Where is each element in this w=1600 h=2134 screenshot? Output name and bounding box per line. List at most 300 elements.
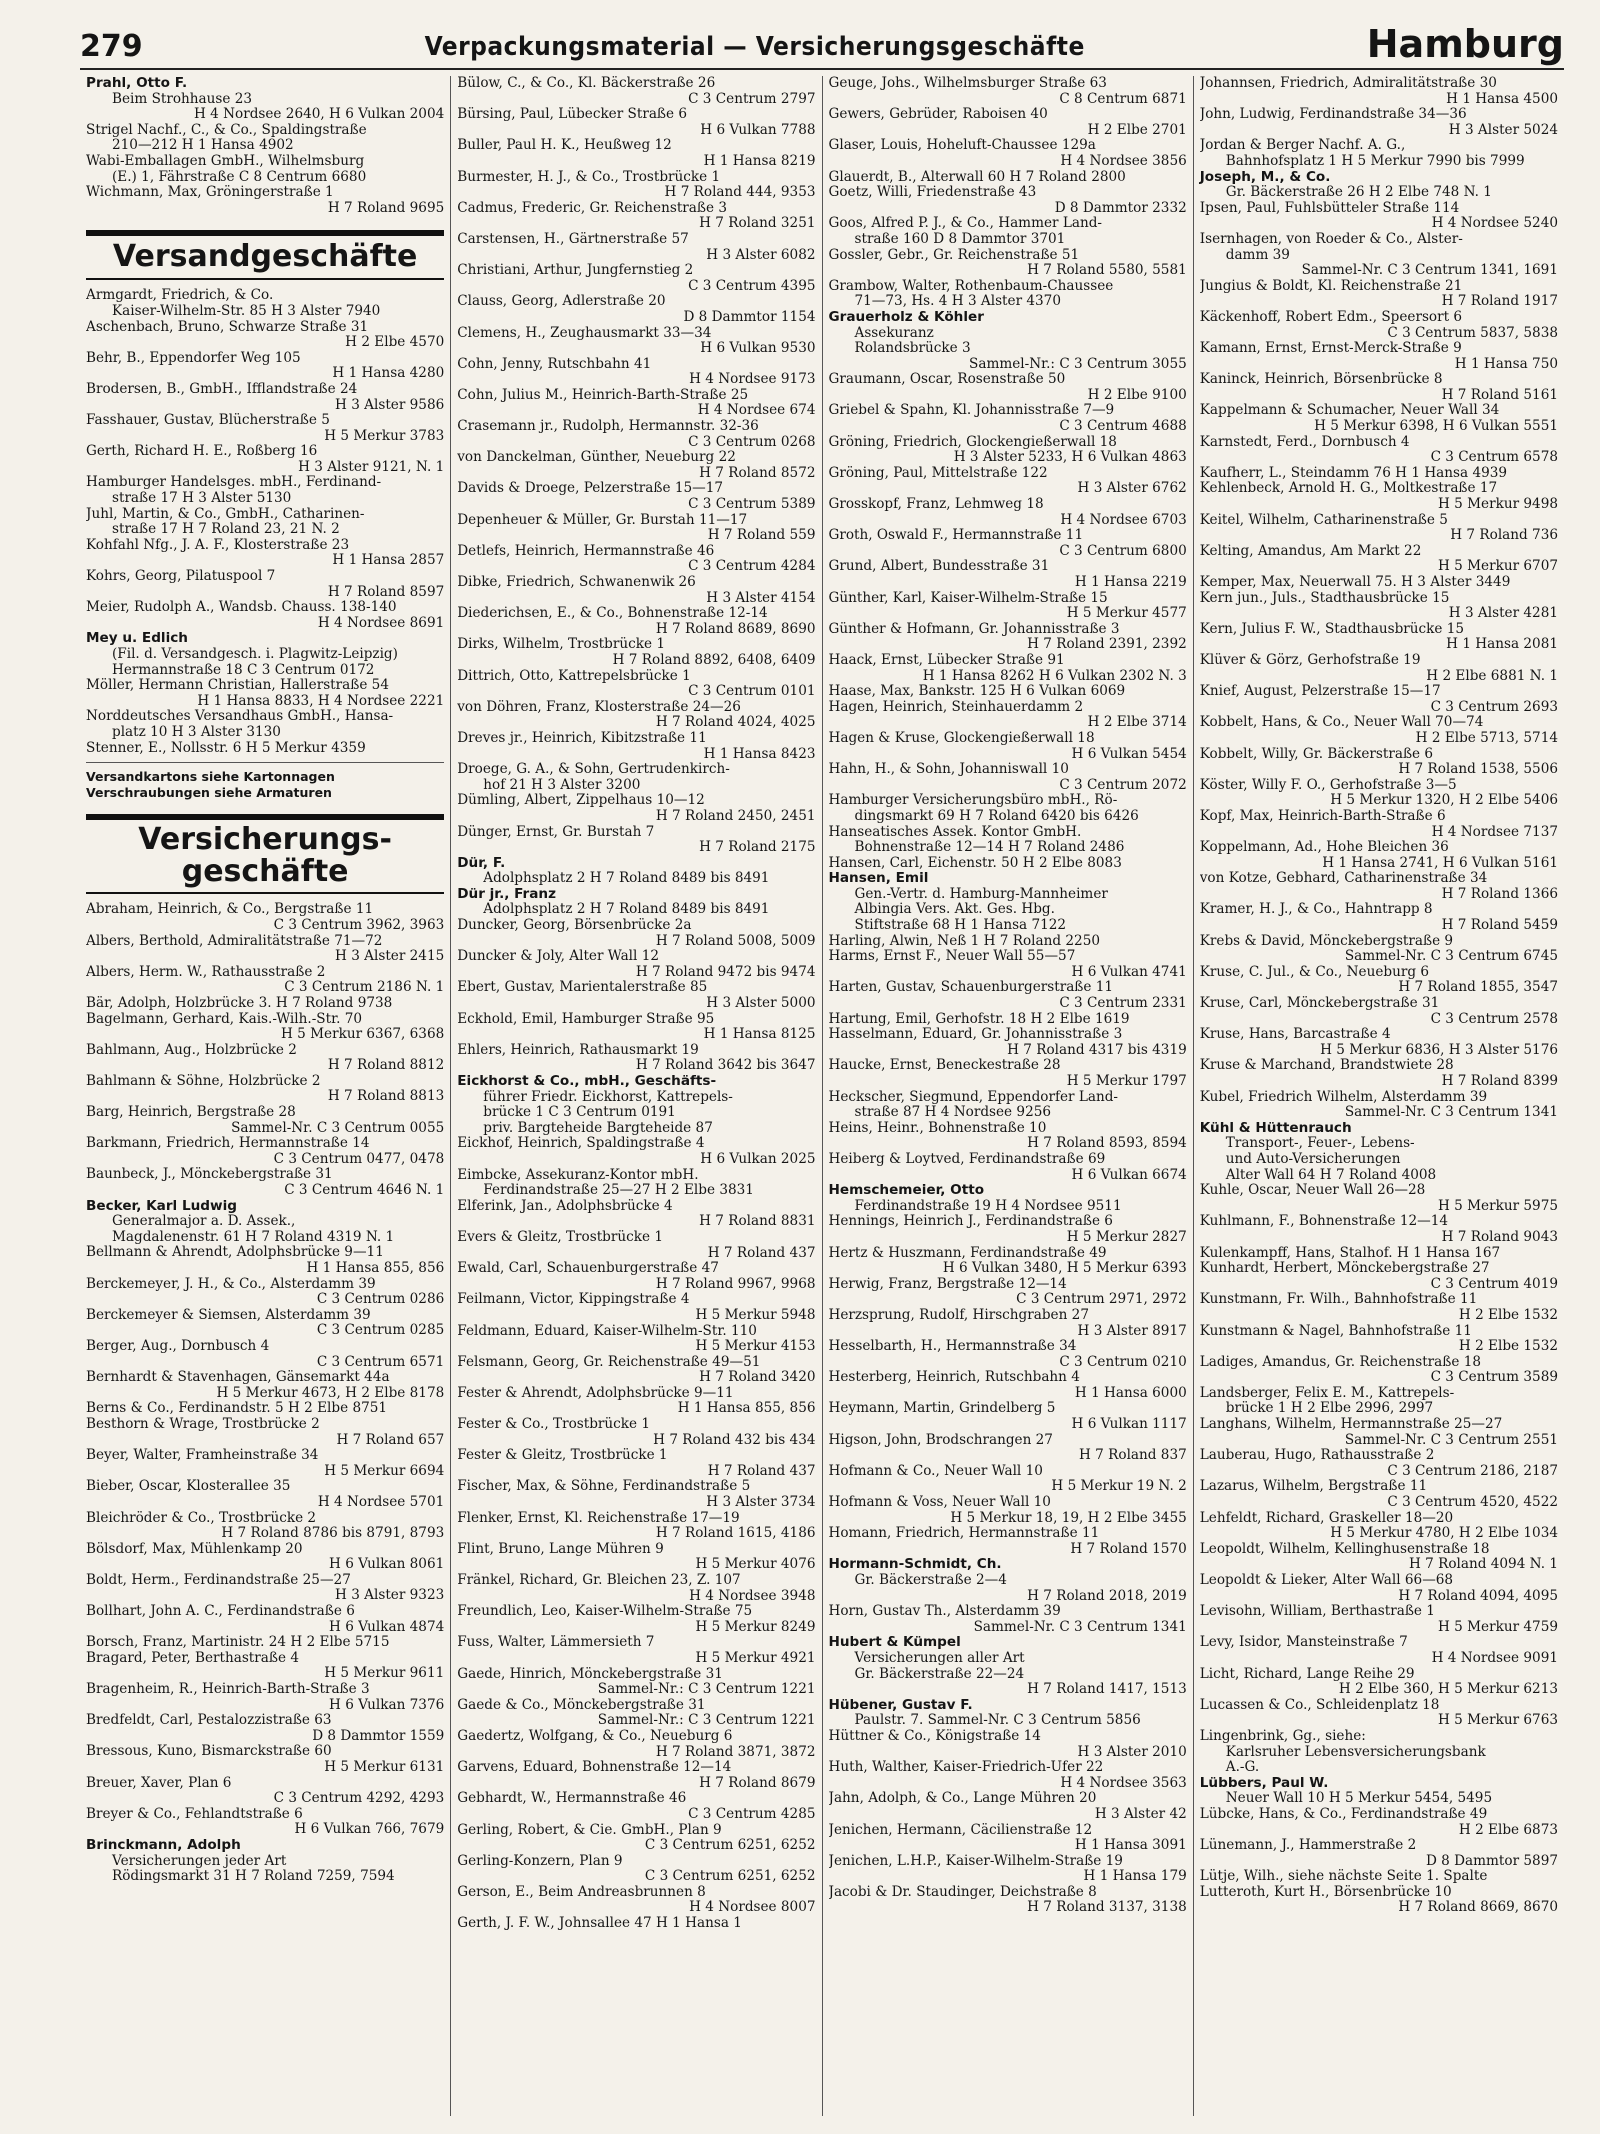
entry-line: Cohn, Julius M., Heinrich-Barth-Straße 25	[457, 387, 749, 403]
phone-line: H 7 Roland 8669, 8670	[1398, 1900, 1558, 1916]
phone-line: Sammel-Nr.: C 3 Centrum 3055	[969, 356, 1187, 372]
entry-line: Gr. Bäckerstraße 2—4	[854, 1573, 1007, 1588]
entry-line: Kelting, Amandus, Am Markt 22	[1199, 543, 1422, 559]
entry-line: Breuer, Xaver, Plan 6	[86, 1775, 232, 1791]
entry-line: Herwig, Franz, Bergstraße 12—14	[828, 1276, 1067, 1292]
phone-line: H 4 Nordsee 9173	[689, 372, 816, 388]
phone-line: H 7 Roland 3871, 3872	[655, 1744, 816, 1760]
entry-line: Brodersen, B., GmbH., Ifflandstraße 24	[86, 381, 358, 397]
entry-line: Knief, August, Pelzerstraße 15—17	[1199, 684, 1441, 700]
entry-line: Dünger, Ernst, Gr. Burstah 7	[457, 824, 655, 840]
entry-line: Bär, Adolph, Holzbrücke 3. H 7 Roland 9738	[86, 995, 393, 1011]
phone-line: H 1 Hansa 8423	[703, 746, 816, 762]
entry-line: Gr. Bäckerstraße 26 H 2 Elbe 748 N. 1	[1225, 185, 1492, 201]
entry-line: Flenker, Ernst, Kl. Reichenstraße 17—19	[457, 1510, 740, 1526]
entry-line: Feldmann, Eduard, Kaiser-Wilhelm-Str. 110	[457, 1323, 757, 1339]
entry-line: Langhans, Wilhelm, Hermannstraße 25—27	[1199, 1417, 1503, 1433]
entry-line: Herzsprung, Rudolf, Hirschgraben 27	[828, 1307, 1089, 1323]
entry-name-bold: Hemschemeier, Otto	[828, 1182, 985, 1199]
entry-line: Kruse, Hans, Barcastraße 4	[1199, 1027, 1391, 1043]
phone-line: H 6 Vulkan 8061	[329, 1557, 445, 1573]
entry-line: Droege, G. A., & Sohn, Gertrudenkirch-	[457, 762, 730, 778]
phone-line: C 3 Centrum 5837, 5838	[1387, 325, 1558, 341]
entry-name-bold: Dür, F.	[457, 854, 506, 871]
phone-line: H 1 Hansa 4500	[1446, 91, 1558, 107]
entry-line: Assekuranz	[854, 325, 934, 341]
phone-line: H 7 Roland 5580, 5581	[1027, 263, 1187, 279]
entry-line: Kubel, Friedrich Wilhelm, Alsterdamm 39	[1199, 1089, 1488, 1105]
phone-line: C 3 Centrum 4019	[1430, 1276, 1558, 1292]
phone-line: Sammel-Nr.: C 3 Centrum 1221	[597, 1682, 816, 1698]
entry-line: Goos, Alfred P. J., & Co., Hammer Land-	[828, 216, 1103, 232]
entry-line: Barg, Heinrich, Bergstraße 28	[86, 1105, 296, 1121]
phone-line: H 5 Merkur 6398, H 6 Vulkan 5551	[1314, 419, 1558, 435]
phone-line: H 3 Alster 9586	[335, 397, 445, 413]
phone-line: C 3 Centrum 2331	[1059, 996, 1187, 1012]
phone-line: C 3 Centrum 6571	[316, 1354, 445, 1370]
entry-line: Gerth, J. F. W., Johnsallee 47 H 1 Hansa 1	[457, 1916, 742, 1932]
phone-line: H 5 Merkur 5948	[695, 1307, 816, 1323]
phone-line: H 7 Roland 8786 bis 8791, 8793	[221, 1526, 445, 1542]
entry-line: Ferdinandstraße 19 H 4 Nordsee 9511	[854, 1198, 1122, 1214]
phone-line: H 5 Merkur 6694	[324, 1463, 445, 1479]
entry-line: Leopoldt, Wilhelm, Kellinghusenstraße 18	[1199, 1541, 1490, 1557]
entry-name-bold: Grauerholz & Köhler	[828, 308, 984, 325]
crossref-versandkartons: Versandkartons siehe Kartonnagen	[86, 762, 444, 785]
entry-line: Harling, Alwin, Neß 1 H 7 Roland 2250	[828, 933, 1100, 949]
phone-line: C 3 Centrum 4285	[688, 1806, 816, 1822]
entry-line: Kamann, Ernst, Ernst-Merck-Straße 9	[1199, 341, 1462, 357]
entry-line: Aschenbach, Bruno, Schwarze Straße 31	[86, 319, 369, 335]
entry-line: Transport-, Feuer-, Lebens-	[1225, 1136, 1415, 1152]
entry-line: Feilmann, Victor, Kippingstraße 4	[457, 1292, 690, 1308]
phone-line: C 3 Centrum 4520, 4522	[1387, 1495, 1558, 1511]
entry-line: von Döhren, Franz, Klosterstraße 24—26	[457, 699, 741, 715]
phone-line: H 3 Alster 5000	[706, 996, 816, 1012]
entry-line: Leopoldt & Lieker, Alter Wall 66—68	[1199, 1573, 1454, 1588]
entry-line: Griebel & Spahn, Kl. Johannisstraße 7—9	[828, 403, 1115, 419]
entry-line: Dibke, Friedrich, Schwanenwik 26	[457, 575, 696, 590]
entry-line: Wichmann, Max, Gröningerstraße 1	[86, 185, 334, 201]
entry-line: straße 17 H 7 Roland 23, 21 N. 2	[112, 522, 340, 538]
phone-line: H 5 Merkur 4577	[1066, 606, 1187, 622]
entry-line: Eckhold, Emil, Hamburger Straße 95	[457, 1011, 715, 1027]
entry-line: führer Friedr. Eickhorst, Kattrepels-	[483, 1089, 733, 1105]
entry-line: Bahlmann & Söhne, Holzbrücke 2	[86, 1073, 321, 1089]
phone-line: H 2 Elbe 3714	[1087, 715, 1187, 731]
entry-name-bold: Prahl, Otto F.	[86, 76, 188, 91]
phone-line: H 1 Hansa 3091	[1074, 1838, 1187, 1854]
entry-line: Bürsing, Paul, Lübecker Straße 6	[457, 107, 688, 123]
entry-line: Generalmajor a. D. Assek.,	[112, 1214, 296, 1230]
phone-line: H 7 Roland 4317 bis 4319	[1007, 1042, 1187, 1058]
entry-line: Rödingsmarkt 31 H 7 Roland 7259, 7594	[112, 1869, 395, 1885]
entry-line: Cohn, Jenny, Rutschbahn 41	[457, 356, 652, 372]
entry-line: Gr. Bäckerstraße 22—24	[854, 1666, 1025, 1682]
phone-line: H 5 Merkur 4153	[695, 1339, 816, 1355]
entry-line: Paulstr. 7. Sammel-Nr. C 3 Centrum 5856	[854, 1713, 1141, 1729]
phone-line: H 7 Roland 9695	[327, 200, 445, 216]
entry-line: Hennings, Heinrich J., Ferdinandstraße 6	[828, 1214, 1113, 1230]
phone-line: H 4 Nordsee 3563	[1060, 1775, 1187, 1791]
entry-line: Kaninck, Heinrich, Börsenbrücke 8	[1199, 372, 1443, 388]
phone-line: C 3 Centrum 6251, 6252	[644, 1838, 816, 1854]
heading-line-2: geschäfte	[181, 854, 349, 890]
entry-line: Gerling, Robert, & Cie. GmbH., Plan 9	[457, 1822, 722, 1838]
phone-line: H 7 Roland 736	[1450, 528, 1558, 544]
entry-line: Davids & Droege, Pelzerstraße 15—17	[457, 481, 724, 497]
entry-line: Bernhardt & Stavenhagen, Gänsemarkt 44a	[86, 1370, 390, 1386]
entry-line: Ewald, Carl, Schauenburgerstraße 47	[457, 1261, 719, 1277]
phone-line: H 7 Roland 2391, 2392	[1027, 637, 1187, 653]
entry-line: Buller, Paul H. K., Heußweg 12	[457, 138, 672, 154]
entry-line: Bölsdorf, Max, Mühlenkamp 20	[86, 1541, 303, 1557]
entry-line: damm 39	[1225, 247, 1290, 263]
entry-line: Higson, John, Brodschrangen 27	[828, 1432, 1053, 1448]
phone-line: H 3 Alster 5233, H 6 Vulkan 4863	[953, 450, 1187, 466]
entry-line: Depenheuer & Müller, Gr. Burstah 11—17	[457, 512, 748, 528]
entry-line: Versicherungen jeder Art	[112, 1853, 287, 1869]
entry-line: Beyer, Walter, Framheinstraße 34	[86, 1448, 319, 1464]
entry-line: priv. Bargteheide Bargteheide 87	[483, 1120, 713, 1136]
entry-line: Landsberger, Felix E. M., Kattrepels-	[1199, 1385, 1455, 1401]
entry-line: Gaede, Hinrich, Mönckebergstraße 31	[457, 1666, 723, 1682]
phone-line: H 1 Hansa 2081	[1446, 637, 1558, 653]
phone-line: H 5 Merkur 4673, H 2 Elbe 8178	[216, 1385, 445, 1401]
entry-line: Bredfeldt, Carl, Pestalozzistraße 63	[86, 1713, 332, 1729]
entry-line: dingsmarkt 69 H 7 Roland 6420 bis 6426	[854, 808, 1139, 824]
entry-line: Hofmann & Voss, Neuer Wall 10	[828, 1495, 1051, 1511]
entry-line: Hamburger Versicherungsbüro mbH., Rö-	[828, 793, 1118, 809]
phone-line: H 2 Elbe 5713, 5714	[1415, 730, 1558, 746]
entry-line: Kehlenbeck, Arnold H. G., Moltkestraße 17	[1199, 481, 1498, 497]
entry-line: Besthorn & Wrage, Trostbrücke 2	[86, 1416, 320, 1432]
entry-line: Haucke, Ernst, Beneckestraße 28	[828, 1058, 1061, 1074]
entry-line: Möller, Hermann Christian, Hallerstraße 54	[86, 678, 389, 694]
phone-line: H 3 Alster 2010	[1077, 1744, 1187, 1760]
entry-line: Albers, Herm. W., Rathausstraße 2	[86, 964, 326, 980]
phone-line: H 6 Vulkan 6674	[1071, 1167, 1187, 1183]
entry-line: hof 21 H 3 Alster 3200	[483, 777, 641, 793]
phone-line: H 5 Merkur 6367, 6368	[280, 1027, 445, 1043]
entry-name-bold: Eickhorst & Co., mbH., Geschäfts-	[457, 1073, 717, 1089]
entry-line: Dittrich, Otto, Kattrepelsbrücke 1	[457, 668, 691, 684]
phone-line: H 7 Roland 1917	[1441, 294, 1558, 310]
entry-line: Bragenheim, R., Heinrich-Barth-Straße 3	[86, 1682, 370, 1698]
columns	[80, 76, 1564, 2116]
entry-line: Kunstmann, Fr. Wilh., Bahnhofstraße 11	[1199, 1292, 1478, 1308]
entry-line: Hagen & Kruse, Glockengießerwall 18	[828, 730, 1095, 746]
entry-line: Detlefs, Heinrich, Hermannstraße 46	[457, 543, 715, 559]
phone-line: H 6 Vulkan 7376	[329, 1697, 445, 1713]
phone-line: H 6 Vulkan 766, 7679	[294, 1822, 445, 1838]
phone-line: C 3 Centrum 2971, 2972	[1016, 1292, 1187, 1308]
entry-line: Cadmus, Frederic, Gr. Reichenstraße 3	[457, 200, 727, 216]
phone-line: C 3 Centrum 2693	[1430, 699, 1558, 715]
phone-line: H 7 Roland 2018, 2019	[1027, 1588, 1187, 1604]
phone-line: H 7 Roland 8813	[327, 1089, 445, 1105]
entry-line: Hüttner & Co., Königstraße 14	[828, 1728, 1041, 1744]
entry-line: A.-G.	[1225, 1760, 1260, 1776]
phone-line: H 5 Merkur 6131	[324, 1760, 445, 1775]
entry-line: Kopf, Max, Heinrich-Barth-Straße 6	[1199, 808, 1446, 824]
phone-line: D 8 Dammtor 1559	[312, 1728, 445, 1744]
entry-line: Köster, Willy F. O., Gerhofstraße 3—5	[1199, 777, 1457, 793]
entry-line: Barkmann, Friedrich, Hermannstraße 14	[86, 1136, 370, 1152]
entry-line: Heymann, Martin, Grindelberg 5	[828, 1401, 1056, 1417]
phone-line: H 7 Roland 1538, 5506	[1398, 762, 1558, 778]
entry-line: Fränkel, Richard, Gr. Bleichen 23, Z. 107	[457, 1573, 741, 1588]
phone-line: H 3 Alster 3734	[706, 1495, 816, 1511]
phone-line: H 2 Elbe 9100	[1087, 387, 1187, 403]
entry-line: Elferink, Jan., Adolphsbrücke 4	[457, 1198, 673, 1214]
entry-line: Lazarus, Wilhelm, Bergstraße 11	[1199, 1479, 1428, 1495]
phone-line: C 3 Centrum 4292, 4293	[273, 1791, 445, 1807]
city-title: Hamburg	[1366, 22, 1564, 66]
entry-line: Kruse, C. Jul., & Co., Neueburg 6	[1199, 964, 1429, 980]
col4-list	[1200, 76, 1558, 1916]
entry-line: Bahlmann, Aug., Holzbrücke 2	[86, 1042, 297, 1058]
phone-line: H 1 Hansa 8833, H 4 Nordsee 2221	[197, 693, 445, 709]
phone-line: H 5 Merkur 8249	[695, 1619, 816, 1635]
entry-line: Huth, Walther, Kaiser-Friedrich-Ufer 22	[828, 1760, 1104, 1776]
phone-line: H 3 Alster 4281	[1448, 606, 1558, 622]
entry-line: Jenichen, L.H.P., Kaiser-Wilhelm-Straße 19	[828, 1853, 1123, 1869]
entry-line: Kramer, H. J., & Co., Hahntrapp 8	[1199, 902, 1433, 918]
entry-line: Evers & Gleitz, Trostbrücke 1	[457, 1229, 663, 1245]
entry-line: Stenner, E., Nollsstr. 6 H 5 Merkur 4359	[86, 740, 366, 756]
entry-line: Licht, Richard, Lange Reihe 29	[1199, 1666, 1415, 1682]
phone-line: H 2 Elbe 1532	[1458, 1307, 1558, 1323]
phone-line: H 7 Roland 9967, 9968	[655, 1276, 816, 1292]
entry-line: Gerson, E., Beim Andreasbrunnen 8	[457, 1884, 706, 1900]
entry-line: Magdalenenstr. 61 H 7 Roland 4319 N. 1	[112, 1229, 395, 1245]
phone-line: H 4 Nordsee 674	[697, 403, 816, 419]
entry-line: Gen.-Vertr. d. Hamburg-Mannheimer	[854, 886, 1108, 902]
entry-line: Fester & Gleitz, Trostbrücke 1	[457, 1448, 668, 1464]
entry-line: Keitel, Wilhelm, Catharinenstraße 5	[1199, 512, 1448, 528]
entry-name-bold: Brinckmann, Adolph	[86, 1836, 241, 1853]
entry-line: Borsch, Franz, Martinistr. 24 H 2 Elbe 5715	[86, 1635, 390, 1651]
entry-line: (Fil. d. Versandgesch. i. Plagwitz-Leipzig)	[112, 647, 398, 662]
entry-line: Breyer & Co., Fehlandtstraße 6	[86, 1806, 303, 1822]
phone-line: C 3 Centrum 3962, 3963	[273, 917, 445, 933]
phone-line: H 7 Roland 3251	[699, 216, 816, 232]
entry-line: Flint, Bruno, Lange Mühren 9	[457, 1541, 664, 1557]
phone-line: H 6 Vulkan 4874	[329, 1619, 445, 1635]
entry-line: Baunbeck, J., Mönckebergstraße 31	[86, 1167, 333, 1183]
phone-line: H 2 Elbe 4570	[345, 335, 445, 351]
entry-line: brücke 1 H 2 Elbe 2996, 2997	[1225, 1401, 1434, 1417]
phone-line: H 1 Hansa 8125	[703, 1027, 816, 1043]
phone-line: D 8 Dammtor 2332	[1054, 200, 1187, 216]
entry-line: Gerth, Richard H. E., Roßberg 16	[86, 444, 318, 460]
phone-line: H 2 Elbe 2701	[1087, 122, 1187, 138]
entry-line: Bohnenstraße 12—14 H 7 Roland 2486	[854, 840, 1125, 856]
entry-line: Kobbelt, Hans, & Co., Neuer Wall 70—74	[1199, 715, 1484, 731]
entry-line: Duncker & Joly, Alter Wall 12	[457, 949, 659, 965]
phone-line: H 5 Merkur 9498	[1437, 497, 1558, 513]
phone-line: Sammel-Nr. C 3 Centrum 1341	[1344, 1105, 1558, 1121]
phone-line: H 2 Elbe 1532	[1458, 1339, 1558, 1355]
phone-line: C 3 Centrum 5389	[688, 497, 816, 513]
phone-line: H 7 Roland 1417, 1513	[1027, 1682, 1187, 1698]
phone-line: H 1 Hansa 8219	[703, 153, 816, 169]
phone-line: H 7 Roland 8597	[327, 584, 445, 600]
entry-line: Gaedertz, Wolfgang, & Co., Neueburg 6	[457, 1728, 733, 1744]
entry-line: Gossler, Gebr., Gr. Reichenstraße 51	[828, 247, 1080, 263]
entry-line: Jungius & Boldt, Kl. Reichenstraße 21	[1199, 278, 1463, 294]
entry-line: Hahn, H., & Sohn, Johanniswall 10	[828, 762, 1069, 778]
phone-line: H 4 Nordsee 6703	[1060, 512, 1187, 528]
col1-versicherung-list	[86, 902, 444, 1884]
entry-line: straße 160 D 8 Dammtor 3701	[854, 231, 1066, 247]
entry-line: Fester & Co., Trostbrücke 1	[457, 1417, 651, 1433]
entry-line: Heckscher, Siegmund, Eppendorfer Land-	[828, 1089, 1119, 1105]
phone-line: H 1 Hansa 750	[1454, 356, 1558, 372]
phone-line: H 1 Hansa 4280	[332, 366, 445, 382]
entry-line: Meier, Rudolph A., Wandsb. Chauss. 138-140	[86, 600, 397, 616]
entry-line: Juhl, Martin, & Co., GmbH., Catharinen-	[86, 506, 365, 522]
page-number: 279	[80, 29, 143, 64]
phone-line: D 8 Dammtor 1154	[683, 309, 816, 325]
phone-line: H 7 Roland 5459	[1441, 918, 1558, 934]
entry-line: Eickhof, Heinrich, Spaldingstraße 4	[457, 1136, 705, 1152]
crossref-verschraubungen: Verschraubungen siehe Armaturen	[86, 784, 332, 800]
phone-line: H 4 Nordsee 3856	[1060, 153, 1187, 169]
phone-line: H 3 Alster 6762	[1077, 481, 1187, 497]
entry-line: Kemper, Max, Neuerwall 75. H 3 Alster 3449	[1199, 575, 1511, 590]
phone-line: H 5 Merkur 9611	[324, 1666, 445, 1682]
phone-line: C 3 Centrum 6251, 6252	[644, 1869, 816, 1885]
phone-line: H 5 Merkur 6836, H 3 Alster 5176	[1320, 1042, 1558, 1058]
entry-line: Jacobi & Dr. Staudinger, Deichstraße 8	[828, 1884, 1097, 1900]
phone-line: H 6 Vulkan 5454	[1071, 746, 1187, 762]
phone-line: H 6 Vulkan 4741	[1071, 964, 1187, 980]
phone-line: H 3 Alster 8917	[1077, 1323, 1187, 1339]
entry-line: Kruse, Carl, Mönckebergstraße 31	[1199, 996, 1440, 1012]
phone-line: C 3 Centrum 2797	[688, 91, 816, 107]
phone-line: H 7 Roland 1570	[1070, 1541, 1187, 1557]
phone-line: C 8 Centrum 6871	[1059, 91, 1187, 107]
entry-line: Berckemeyer, J. H., & Co., Alsterdamm 39	[86, 1276, 376, 1292]
entry-line: Jordan & Berger Nachf. A. G.,	[1199, 138, 1406, 154]
phone-line: Sammel-Nr. C 3 Centrum 1341, 1691	[1301, 263, 1558, 279]
phone-line: C 3 Centrum 4395	[688, 278, 816, 294]
phone-line: C 3 Centrum 2186 N. 1	[284, 980, 445, 996]
phone-line: H 4 Nordsee 8691	[317, 615, 445, 631]
entry-line: Fester & Ahrendt, Adolphsbrücke 9—11	[457, 1385, 734, 1401]
phone-line: Sammel-Nr. C 3 Centrum 0055	[231, 1120, 445, 1136]
entry-line: Abraham, Heinrich, & Co., Bergstraße 11	[86, 902, 374, 918]
entry-line: Duncker, Georg, Börsenbrücke 2a	[457, 918, 692, 934]
phone-line: H 1 Hansa 6000	[1074, 1385, 1187, 1401]
entry-line: Albingia Vers. Akt. Ges. Hbg.	[854, 902, 1055, 918]
phone-line: H 2 Elbe 360, H 5 Merkur 6213	[1338, 1682, 1558, 1698]
phone-line: H 1 Hansa 855, 856	[677, 1401, 816, 1417]
entry-name-bold: Hubert & Kümpel	[828, 1634, 961, 1651]
phone-line: H 6 Vulkan 3480, H 5 Merkur 6393	[942, 1261, 1187, 1277]
phone-line: C 3 Centrum 0101	[688, 684, 816, 700]
entry-line: Wabi-Emballagen GmbH., Wilhelmsburg	[86, 153, 365, 169]
entry-line: Bleichröder & Co., Trostbrücke 2	[86, 1510, 317, 1526]
entry-line: brücke 1 C 3 Centrum 0191	[483, 1105, 676, 1121]
entry-line: Lutteroth, Kurt H., Börsenbrücke 10	[1199, 1884, 1452, 1900]
entry-line: Haase, Max, Bankstr. 125 H 6 Vulkan 6069	[828, 684, 1126, 700]
phone-line: H 7 Roland 4094, 4095	[1398, 1588, 1558, 1604]
entry-line: Haack, Ernst, Lübecker Straße 91	[828, 652, 1065, 668]
entry-line: Kaufherr, L., Steindamm 76 H 1 Hansa 4939	[1199, 465, 1508, 481]
entry-line: Burmester, H. J., & Co., Trostbrücke 1	[457, 169, 721, 185]
entry-line: Hermannstraße 18 C 3 Centrum 0172	[112, 662, 375, 678]
entry-line: Levy, Isidor, Mansteinstraße 7	[1199, 1635, 1408, 1651]
entry-line: Kobbelt, Willy, Gr. Bäckerstraße 6	[1199, 746, 1434, 762]
entry-line: Fasshauer, Gustav, Blücherstraße 5	[86, 413, 330, 429]
phone-line: H 5 Merkur 3783	[324, 428, 445, 444]
entry-line: Eimbcke, Assekuranz-Kontor mbH.	[457, 1167, 699, 1183]
entry-line: Günther & Hofmann, Gr. Johannisstraße 3	[828, 621, 1120, 637]
entry-line: Berger, Aug., Dornbusch 4	[86, 1338, 270, 1354]
entry-line: von Kotze, Gebhard, Catharinenstraße 34	[1199, 871, 1488, 887]
entry-line: platz 10 H 3 Alster 3130	[112, 724, 281, 740]
phone-line: H 5 Merkur 4921	[695, 1650, 816, 1666]
entry-name-bold: Lübbers, Paul W.	[1199, 1774, 1329, 1791]
entry-line: Heins, Heinr., Bohnenstraße 10	[828, 1120, 1047, 1136]
phone-line: C 3 Centrum 4688	[1059, 419, 1187, 435]
phone-line: H 7 Roland 437	[707, 1245, 816, 1261]
phone-line: H 7 Roland 1366	[1441, 886, 1558, 902]
entry-line: Hamburger Handelsges. mbH., Ferdinand-	[86, 475, 382, 491]
entry-name-bold: Kühl & Hüttenrauch	[1199, 1119, 1352, 1136]
section-heading-versicherungsgeschaefte	[86, 814, 444, 894]
phone-line: H 5 Merkur 1797	[1066, 1074, 1187, 1089]
entry-line: Bahnhofsplatz 1 H 5 Merkur 7990 bis 7999	[1225, 153, 1525, 169]
entry-line: Kulenkampff, Hans, Stalhof. H 1 Hansa 167	[1199, 1245, 1501, 1261]
entry-line: straße 17 H 3 Alster 5130	[112, 491, 292, 507]
entry-line: Levisohn, William, Berthastraße 1	[1199, 1604, 1435, 1620]
entry-line: Bellmann & Ahrendt, Adolphsbrücke 9—11	[86, 1245, 384, 1261]
entry-line: Kern, Julius F. W., Stadthausbrücke 15	[1199, 621, 1465, 637]
entry-line: Hasselmann, Eduard, Gr. Johannisstraße 3	[828, 1027, 1123, 1043]
col3-list	[829, 76, 1187, 1916]
entry-line: Hagen, Heinrich, Steinhauerdamm 2	[828, 699, 1084, 715]
entry-line: (E.) 1, Fährstraße C 8 Centrum 6680	[112, 169, 367, 185]
phone-line: C 3 Centrum 3589	[1430, 1370, 1558, 1386]
phone-line: H 3 Alster 4154	[706, 590, 816, 606]
entry-line: Heiberg & Loytved, Ferdinandstraße 69	[828, 1151, 1106, 1167]
entry-line: Kunhardt, Herbert, Mönckebergstraße 27	[1199, 1261, 1490, 1277]
entry-line: Goetz, Willi, Friedenstraße 43	[828, 185, 1037, 201]
column-3	[822, 76, 1193, 2116]
entry-line: Alter Wall 64 H 7 Roland 4008	[1225, 1167, 1437, 1183]
entry-line: Garvens, Eduard, Bohnenstraße 12—14	[457, 1760, 732, 1776]
phone-line: Sammel-Nr. C 3 Centrum 6745	[1344, 949, 1558, 965]
phone-line: H 3 Alster 9323	[335, 1588, 445, 1604]
entry-name-bold: Hansen, Emil	[828, 870, 929, 887]
phone-line: H 4 Nordsee 5240	[1431, 216, 1558, 232]
entry-line: Versicherungen aller Art	[854, 1650, 1025, 1666]
entry-line: Stiftstraße 68 H 1 Hansa 7122	[854, 918, 1067, 934]
phone-line: H 3 Alster 5024	[1448, 122, 1558, 138]
entry-line: Geuge, Johs., Wilhelmsburger Straße 63	[828, 76, 1107, 91]
phone-line: H 7 Roland 8399	[1441, 1074, 1558, 1089]
entry-line: Grosskopf, Franz, Lehmweg 18	[828, 497, 1044, 513]
phone-line: H 7 Roland 432 bis 434	[653, 1432, 816, 1448]
entry-line: Kaiser-Wilhelm-Str. 85 H 3 Alster 7940	[112, 303, 381, 319]
phone-line: H 3 Alster 42	[1094, 1806, 1187, 1822]
entry-line: Norddeutsches Versandhaus GmbH., Hansa-	[86, 709, 394, 725]
col2-list	[457, 76, 815, 1932]
